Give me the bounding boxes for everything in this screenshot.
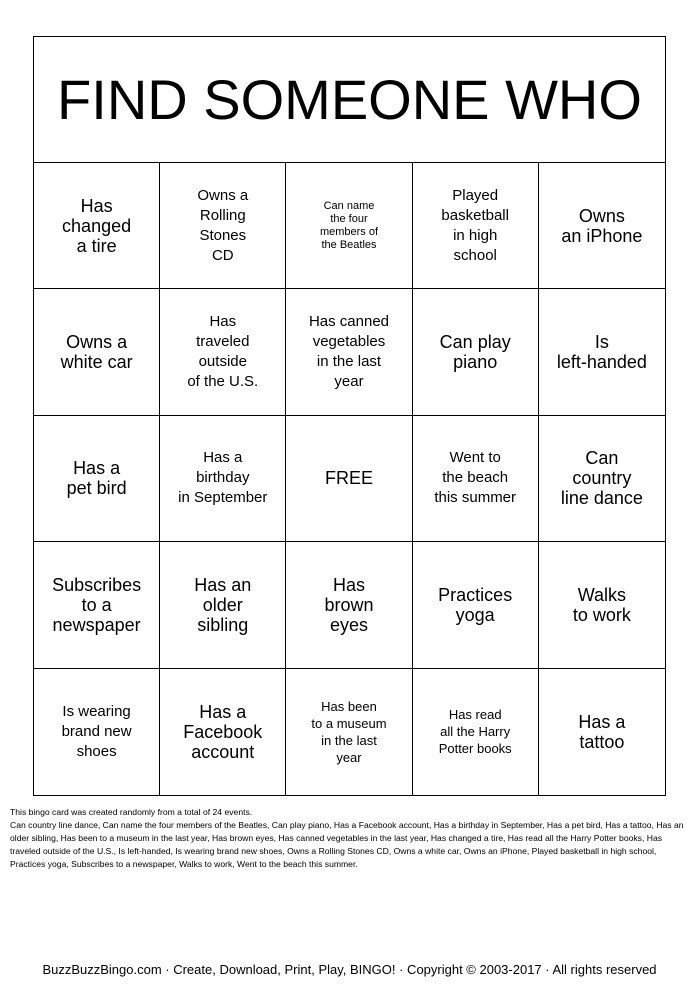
bingo-cell-text: Subscribes to a newspaper (52, 574, 142, 635)
bingo-cell-text: Has a pet bird (66, 458, 127, 499)
bingo-cell (34, 669, 160, 795)
card-footnote (10, 806, 690, 871)
bingo-cell (413, 669, 539, 795)
bingo-cell-text: Went to the beach this summer (434, 449, 517, 507)
bingo-cell (160, 542, 286, 668)
bingo-cell-text: Has changed a tire (62, 195, 132, 256)
bingo-cell-text: Has a tattoo (578, 711, 626, 752)
bingo-cell-text: Can country line dance (560, 448, 643, 509)
footnote-summary: This bingo card was created randomly from a total of 24 events. (10, 807, 253, 817)
bingo-cell-text: Has an older sibling (194, 574, 252, 635)
bingo-cell (34, 163, 160, 289)
bingo-cell-text: Has traveled outside of the U.S. (187, 313, 259, 391)
bingo-cell (539, 163, 665, 289)
bingo-cell (160, 416, 286, 542)
bingo-cell-text: Walks to work (572, 584, 631, 625)
bingo-cell-text: Owns an iPhone (561, 205, 643, 246)
bingo-cell (34, 289, 160, 415)
bingo-cell-text: Has been to a museum in the last year (311, 698, 387, 765)
footnote-event-list: Can country line dance, Can name the four members of the Beatles, Can play piano, Has a Facebook account, Has a birthday in September, Has a pet bird, Has a tattoo, Has an older sibling, Has been to a museum in the last year, Has brown eyes, Has canned vegetables in the last year, Has changed a tire, Has read all the Harry Potter books, Has traveled outside of the U.S., Is left-handed, Is wearing brand new shoes, Owns a Rolling Stones CD, Owns a white car, Owns an iPhone, Played basketball in high school, Practices yoga, Subscribes to a newspaper, Walks to work, Went to the beach this summer. (10, 820, 684, 869)
bingo-cell (539, 542, 665, 668)
bingo-cell-text: Can name the four members of the Beatles (319, 199, 379, 251)
page-footer: BuzzBuzzBingo.com · Create, Download, Print, Play, BINGO! · Copyright © 2003-2017 · All rights reserved (42, 962, 657, 977)
bingo-cell-text: Has a Facebook account (183, 701, 263, 762)
bingo-cell (160, 163, 286, 289)
bingo-cell (413, 542, 539, 668)
bingo-cell-text: Can play piano (439, 332, 511, 373)
bingo-cell (34, 542, 160, 668)
bingo-cell-text: Has read all the Harry Potter books (438, 707, 512, 757)
card-title: FIND SOMEONE WHO (34, 37, 665, 163)
bingo-cell (413, 416, 539, 542)
bingo-cell (286, 669, 412, 795)
bingo-cell-text: Has canned vegetables in the last year (308, 313, 390, 391)
bingo-cell-text: Has a birthday in September (178, 449, 268, 507)
bingo-cell (160, 669, 286, 795)
bingo-cell (286, 542, 412, 668)
bingo-cell (286, 289, 412, 415)
bingo-cell (539, 289, 665, 415)
bingo-cell-text: FREE (324, 468, 373, 489)
bingo-cell (539, 416, 665, 542)
bingo-cell (286, 163, 412, 289)
bingo-cell (413, 163, 539, 289)
bingo-cell (34, 416, 160, 542)
bingo-cell-text: Owns a Rolling Stones CD (197, 186, 249, 264)
bingo-grid (34, 163, 665, 795)
bingo-cell (160, 289, 286, 415)
bingo-card (33, 36, 666, 796)
bingo-cell-text: Is left-handed (556, 332, 647, 373)
bingo-cell-text: Practices yoga (438, 584, 513, 625)
bingo-cell-text: Has brown eyes (324, 574, 374, 635)
bingo-cell (286, 416, 412, 542)
bingo-cell (539, 669, 665, 795)
bingo-cell-text: Is wearing brand new shoes (61, 702, 132, 760)
bingo-cell-text: Owns a white car (60, 332, 133, 373)
bingo-cell-text: Played basketball in high school (441, 186, 509, 264)
bingo-cell (413, 289, 539, 415)
